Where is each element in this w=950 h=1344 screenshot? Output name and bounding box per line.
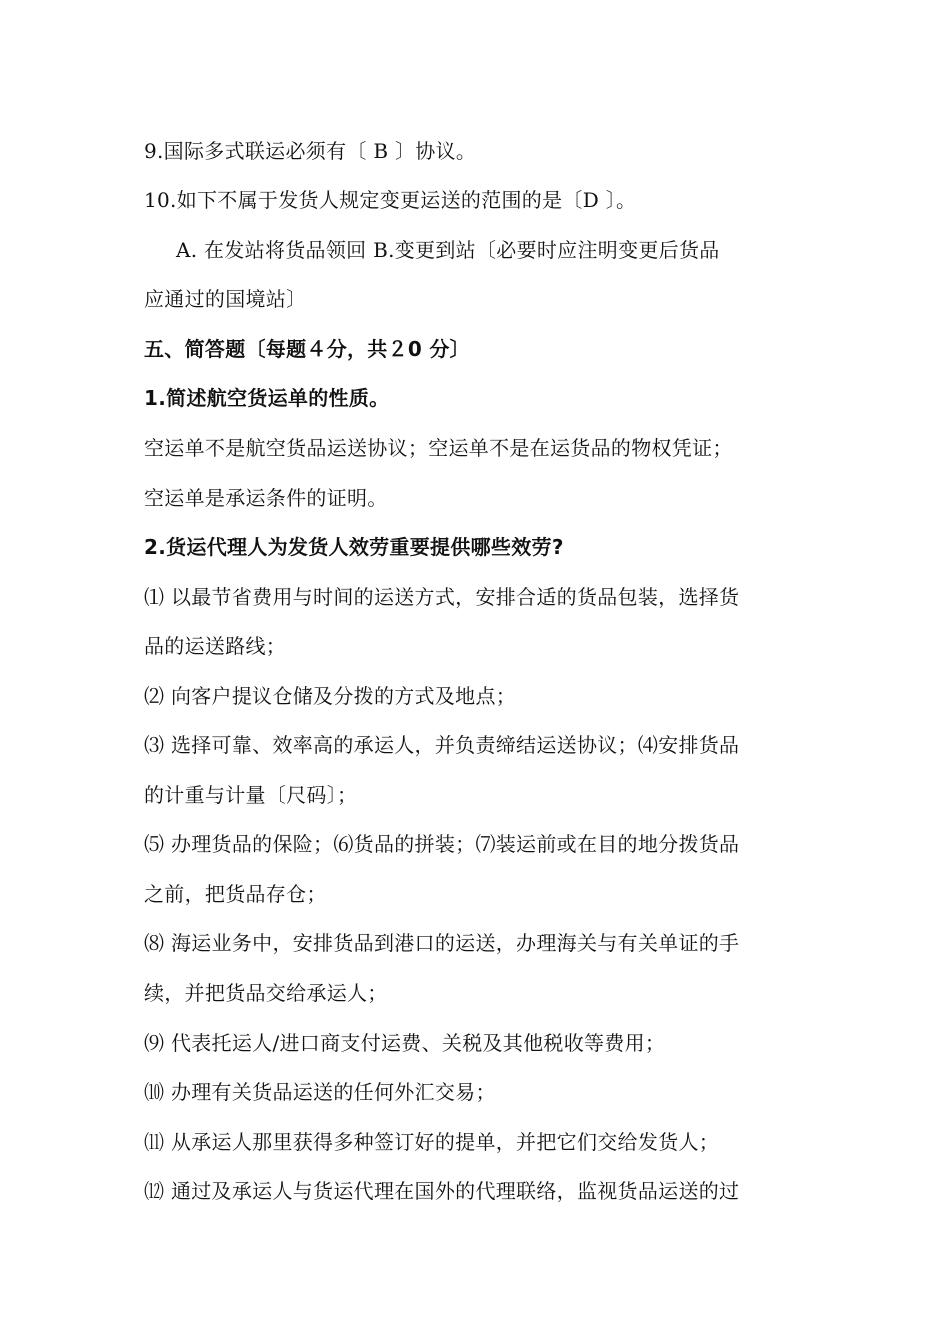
answer-2-item-3-cont: 的计重与计量〔尺码〕； <box>144 783 358 807</box>
answer-2-item-5-cont: 之前，把货品存仓； <box>144 882 327 906</box>
answer-2-item-9: ⑼ 代表托运人/进口商支付运费、关税及其他税收等费用； <box>144 1031 666 1055</box>
answer-2-item-1: ⑴ 以最节省费用与时间的运送方式，安排合适的货品包装，选择货 <box>144 585 740 609</box>
answer-2-item-8: ⑻ 海运业务中，安排货品到港口的运送，办理海关与有关单证的手 <box>144 931 740 955</box>
answer-2-item-5: ⑸ 办理货品的保险；⑹货品的拼装；⑺装运前或在目的地分拨货品 <box>144 832 740 856</box>
answer-1-line-2: 空运单是承运条件的证明。 <box>144 486 388 510</box>
short-question-1: 1.简述航空货运单的性质。 <box>144 386 390 410</box>
question-10: 10.如下不属于发货人规定变更运送的范围的是〔D 〕。 <box>144 188 637 212</box>
short-question-2: 2.货运代理人为发货人效劳重要提供哪些效劳? <box>144 535 564 559</box>
question-9: 9.国际多式联运必须有〔 B 〕协议。 <box>144 139 477 163</box>
answer-2-item-2: ⑵ 向客户提议仓储及分拨的方式及地点； <box>144 684 517 708</box>
answer-2-item-1-cont: 品的运送路线； <box>144 634 287 658</box>
answer-2-item-8-cont: 续，并把货品交给承运人； <box>144 981 388 1005</box>
answer-2-item-3: ⑶ 选择可靠、效率高的承运人，并负责缔结运送协议；⑷安排货品 <box>144 733 740 757</box>
section-heading: 五、简答题〔每题４分，共２0 分〕 <box>144 337 470 361</box>
answer-2-item-11: ⑾ 从承运人那里获得多种签订好的提单，并把它们交给发货人； <box>144 1130 720 1154</box>
question-10-options: A. 在发站将货品领回 B.变更到站〔必要时应注明变更后货品 <box>176 238 720 262</box>
answer-2-item-10: ⑽ 办理有关货品运送的任何外汇交易； <box>144 1080 496 1104</box>
question-10-options-cont: 应通过的国境站〕 <box>144 287 307 311</box>
answer-1-line-1: 空运单不是航空货品运送协议；空运单不是在运货品的物权凭证； <box>144 436 733 460</box>
answer-2-item-12: ⑿ 通过及承运人与货运代理在国外的代理联络，监视货品运送的过 <box>144 1179 740 1203</box>
